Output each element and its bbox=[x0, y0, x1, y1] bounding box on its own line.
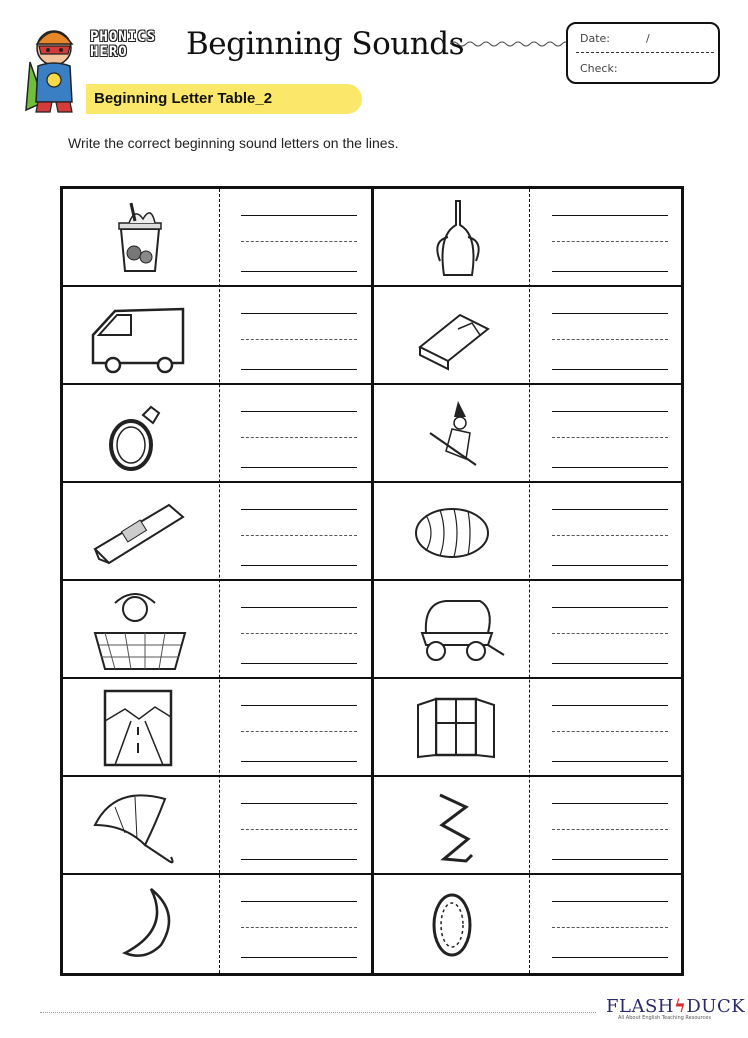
vinegar-bottle-icon bbox=[396, 197, 506, 279]
cell-ring bbox=[63, 385, 371, 482]
oval-icon bbox=[396, 883, 506, 965]
answer-lines[interactable] bbox=[552, 705, 668, 761]
ring-icon bbox=[85, 393, 195, 475]
page-title: Beginning Sounds bbox=[186, 26, 464, 62]
cell-book bbox=[374, 287, 682, 384]
phonics-hero-mascot-icon bbox=[24, 22, 88, 114]
cell-basket bbox=[63, 581, 371, 678]
answer-lines[interactable] bbox=[241, 215, 357, 271]
cell-wagon bbox=[374, 581, 682, 678]
zigzag-icon bbox=[396, 785, 506, 867]
gum-pack-icon bbox=[85, 491, 195, 573]
logo-tagline: All About English Teaching Resources bbox=[618, 1015, 711, 1021]
van-icon bbox=[85, 295, 195, 377]
check-label: Check: bbox=[580, 62, 618, 75]
answer-lines[interactable] bbox=[552, 607, 668, 663]
answer-lines[interactable] bbox=[552, 411, 668, 467]
answer-lines[interactable] bbox=[552, 313, 668, 369]
lightning-icon: ϟ bbox=[673, 996, 687, 1017]
road-icon bbox=[85, 687, 195, 769]
cell-moon bbox=[63, 875, 371, 972]
answer-lines[interactable] bbox=[241, 411, 357, 467]
answer-lines[interactable] bbox=[241, 509, 357, 565]
logo-right-text: DUCK bbox=[686, 996, 746, 1017]
wagon-icon bbox=[396, 589, 506, 671]
cell-yogurt bbox=[63, 189, 371, 286]
worksheet-header bbox=[0, 0, 748, 120]
wave-decoration-icon bbox=[450, 38, 568, 50]
answer-lines[interactable] bbox=[241, 607, 357, 663]
cell-watermelon bbox=[374, 483, 682, 580]
cell-van bbox=[63, 287, 371, 384]
date-separator: / bbox=[646, 32, 650, 45]
answer-lines[interactable] bbox=[552, 215, 668, 271]
instructions: Write the correct beginning sound letters on the lines. bbox=[68, 135, 399, 151]
date-check-box bbox=[566, 22, 720, 84]
cell-vinegar bbox=[374, 189, 682, 286]
subtitle: Beginning Letter Table_2 bbox=[94, 90, 273, 107]
worksheet-table bbox=[60, 186, 684, 976]
moon-icon bbox=[85, 883, 195, 965]
answer-lines[interactable] bbox=[241, 313, 357, 369]
phonics-hero-logo bbox=[90, 30, 185, 70]
witch-icon bbox=[396, 393, 506, 475]
subtitle-banner bbox=[86, 84, 362, 114]
brand-line-2: HERO bbox=[90, 44, 128, 60]
footer-divider bbox=[40, 1012, 596, 1013]
cell-witch bbox=[374, 385, 682, 482]
basket-icon bbox=[85, 589, 195, 671]
cell-window bbox=[374, 679, 682, 776]
answer-lines[interactable] bbox=[241, 705, 357, 761]
cell-oval bbox=[374, 875, 682, 972]
answer-lines[interactable] bbox=[552, 901, 668, 957]
window-icon bbox=[396, 687, 506, 769]
yogurt-icon bbox=[85, 197, 195, 279]
flashduck-logo bbox=[606, 996, 746, 1026]
book-icon bbox=[396, 295, 506, 377]
date-label: Date: bbox=[580, 32, 610, 45]
cell-zigzag bbox=[374, 777, 682, 874]
brand-line-1: PHONICS bbox=[90, 29, 157, 45]
answer-lines[interactable] bbox=[241, 803, 357, 859]
watermelon-icon bbox=[396, 491, 506, 573]
answer-lines[interactable] bbox=[552, 803, 668, 859]
cell-gum bbox=[63, 483, 371, 580]
answer-lines[interactable] bbox=[552, 509, 668, 565]
date-divider bbox=[576, 52, 714, 53]
umbrella-icon bbox=[85, 785, 195, 867]
answer-lines[interactable] bbox=[241, 901, 357, 957]
logo-left-text: FLASH bbox=[606, 996, 674, 1017]
cell-umbrella bbox=[63, 777, 371, 874]
cell-road bbox=[63, 679, 371, 776]
